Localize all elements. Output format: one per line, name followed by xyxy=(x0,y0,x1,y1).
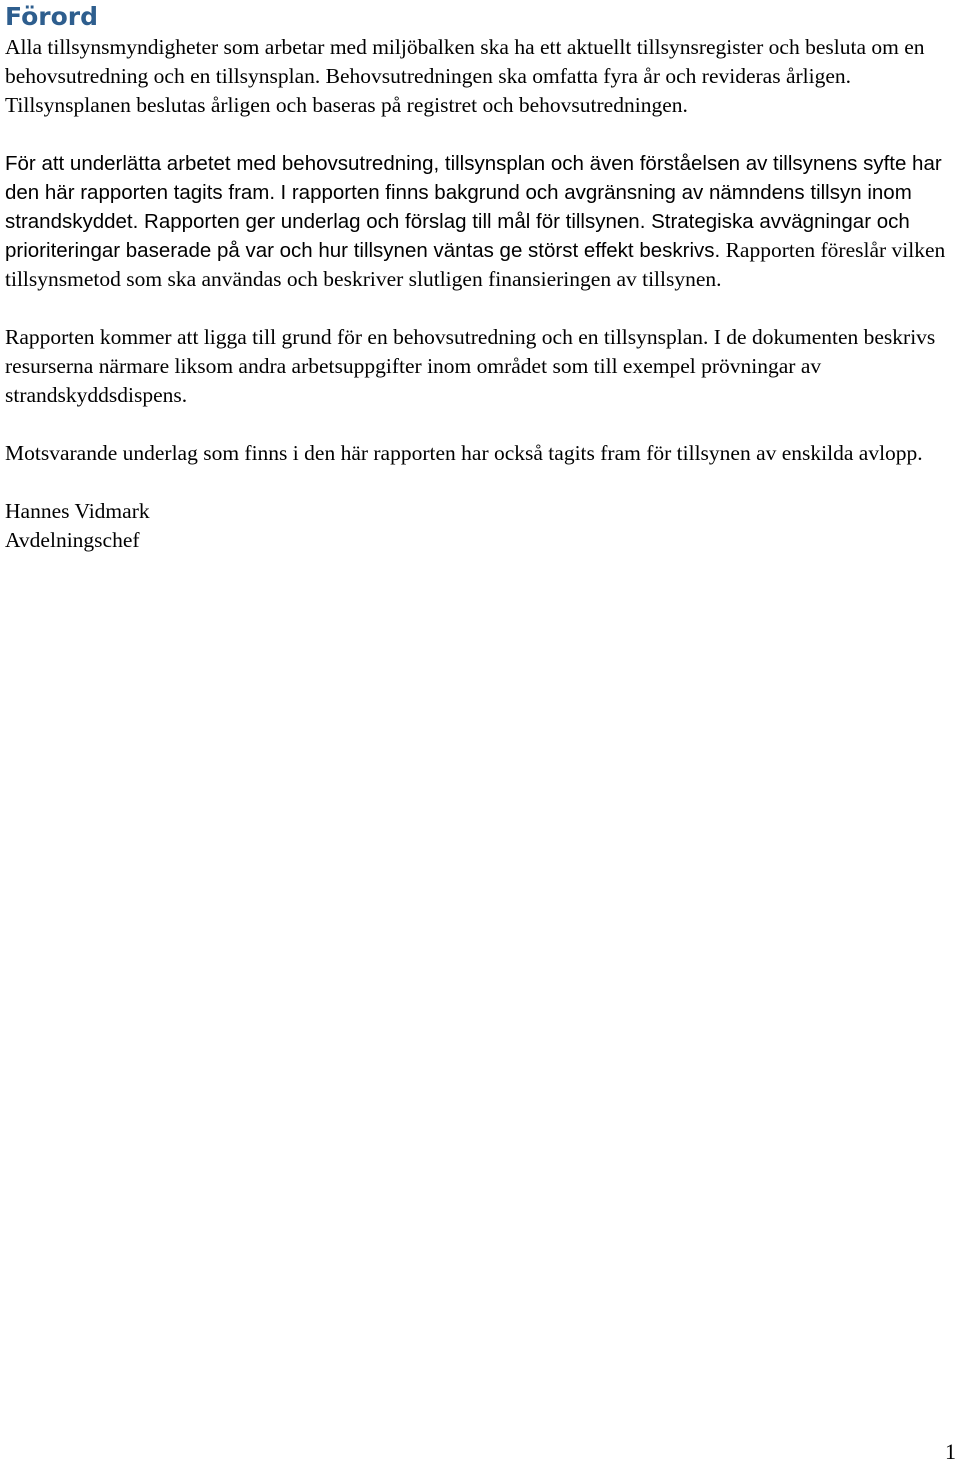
signature-role: Avdelningschef xyxy=(5,528,140,552)
paragraph-sewage: Motsvarande underlag som finns i den här rapporten har också tagits fram för tillsynen av enskilda avlopp. xyxy=(5,441,923,465)
paragraph-purpose-sentence-2: I rapporten finns bakgrund och avgränsning av nämndens tillsyn inom strandskyddet. Rapporten ger underlag och förslag till mål för tillsynen. Strategiska avvägningar och prioriteringar baserade på var och hur tillsynen väntas ge störst effekt beskrivs. xyxy=(5,181,912,262)
paragraph-purpose-sentence-3: Rapporten föreslår vilken tillsynsmetod som ska användas och beskriver slutligen finansieringen av tillsynen. xyxy=(5,238,946,291)
paragraph-intro: Alla tillsynsmyndigheter som arbetar med miljöbalken ska ha ett aktuellt tillsynsregister och besluta om en behovsutredning och en tillsynsplan. Behovsutredningen ska omfatta fyra år och revideras årligen. Tillsynsplanen beslutas årligen och baseras på registret och behovsutredningen. xyxy=(5,35,925,117)
page-number: 1 xyxy=(945,1439,956,1464)
signature-block xyxy=(5,497,955,555)
paragraph-purpose-sentence-1: För att underlätta arbetet med behovsutredning, tillsynsplan och även förståelsen av tillsynens syfte har den här rapporten tagits fram. xyxy=(5,152,942,204)
paragraph-purpose xyxy=(5,149,955,294)
paragraph-basis: Rapporten kommer att ligga till grund för en behovsutredning och en tillsynsplan. I de dokumenten beskrivs resurserna närmare liksom andra arbetsuppgifter inom området som till exempel prövningar av strandskyddsdispens. xyxy=(5,325,936,407)
signature-name: Hannes Vidmark xyxy=(5,499,150,523)
document-body xyxy=(5,33,955,555)
page-title: Förord xyxy=(5,2,98,31)
